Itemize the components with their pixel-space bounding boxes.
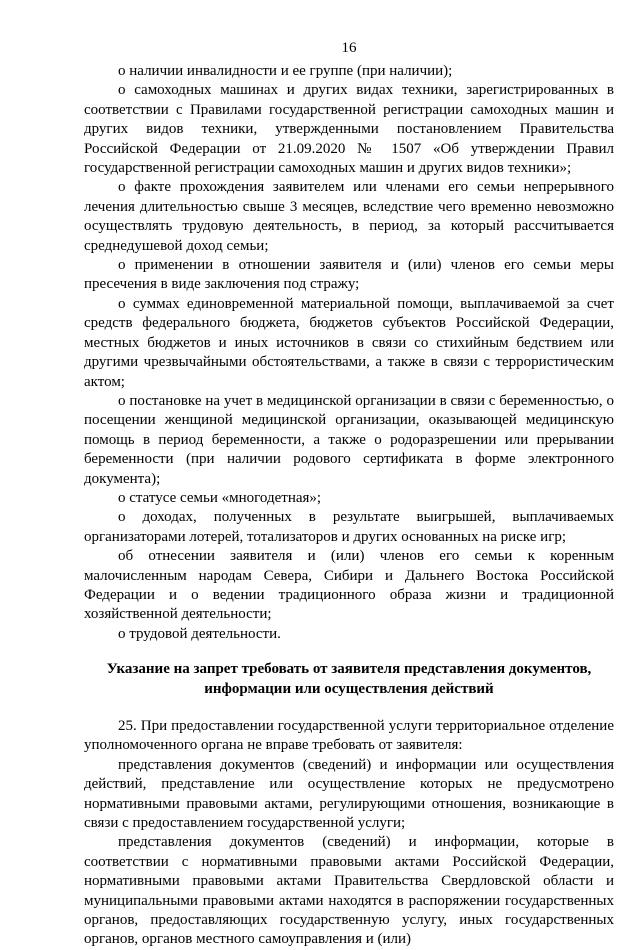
list-item: о постановке на учет в медицинской организации в связи с беременностью, о посещении женщиной медицинской организации, оказывающей медицинскую помощь в период беременности, а также о родоразрешении или прерывании беременности (при наличии родового сертификата в форме электронного документа); [84,392,614,487]
list-item: об отнесении заявителя и (или) членов его семьи к коренным малочисленным народам Севера, Сибири и Дальнего Востока Российской Федерации и о ведении традиционного образа жизни и традиционной хозяйственной деятельности; [84,548,614,623]
section-paragraph: 25. При предоставлении государственной услуги территориальное отделение уполномоченного органа не вправе требовать от заявителя: [84,718,614,754]
page-number: 16 [341,40,357,56]
list-item: о самоходных машинах и других видах техники, зарегистрированных в соответствии с Правилами государственной регистрации самоходных машин и других видов техники, утвержденными постановлением Правительства Российской Федерации от 21.09.2020 № 1507 «Об утверждении Правил государственной регистрации самоходных машин и других видов техники»; [84,82,614,177]
section-paragraph: представления документов (сведений) и информации, которые в соответствии с нормативными правовыми актами Российской Федерации, нормативными правовыми актами Правительства Свердловской области и муниципальными правовыми актами находятся в распоряжении государственных органов, предоставляющих государственную услугу, иных государственных органов, органов местного самоуправления и (или) [84,834,614,948]
section-paragraph: представления документов (сведений) и информации или осуществления действий, представление или осуществление которых не предусмотрено нормативными правовыми актами, регулирующими отношения, возникающие в связи с предоставлением государственной услуги; [84,756,614,832]
document-page [84,0,614,950]
list-item: о суммах единовременной материальной помощи, выплачиваемой за счет средств федерального бюджета, бюджетов субъектов Российской Федерации, местных бюджетов и иных источников в связи со стихийным бедствием или другими чрезвычайными обстоятельствами, а также в связи с террористическим актом; [84,295,614,390]
list-item: о наличии инвалидности и ее группе (при наличии); [118,63,453,79]
section-body [84,717,614,950]
list-item: о трудовой деятельности. [118,625,281,642]
list-item: о факте прохождения заявителем или членами его семьи непрерывного лечения длительностью свыше 3 месяцев, вследствие чего временно невозможно осуществлять трудовую деятельность, в период, за который рассчитывается среднедушевой доход семьи; [84,179,614,254]
section-heading: Указание на запрет требовать от заявителя представления документов, информации или осуществления действий [106,661,592,697]
list-item: о статусе семьи «многодетная»; [118,489,322,506]
list-item: о применении в отношении заявителя и (или) членов его семьи меры пресечения в виде заключения под стражу; [84,257,614,293]
list-block [84,62,614,644]
list-item: о доходах, полученных в результате выигрышей, выплачиваемых организаторами лотерей, тотализаторов и других основанных на риске игр; [84,509,614,545]
